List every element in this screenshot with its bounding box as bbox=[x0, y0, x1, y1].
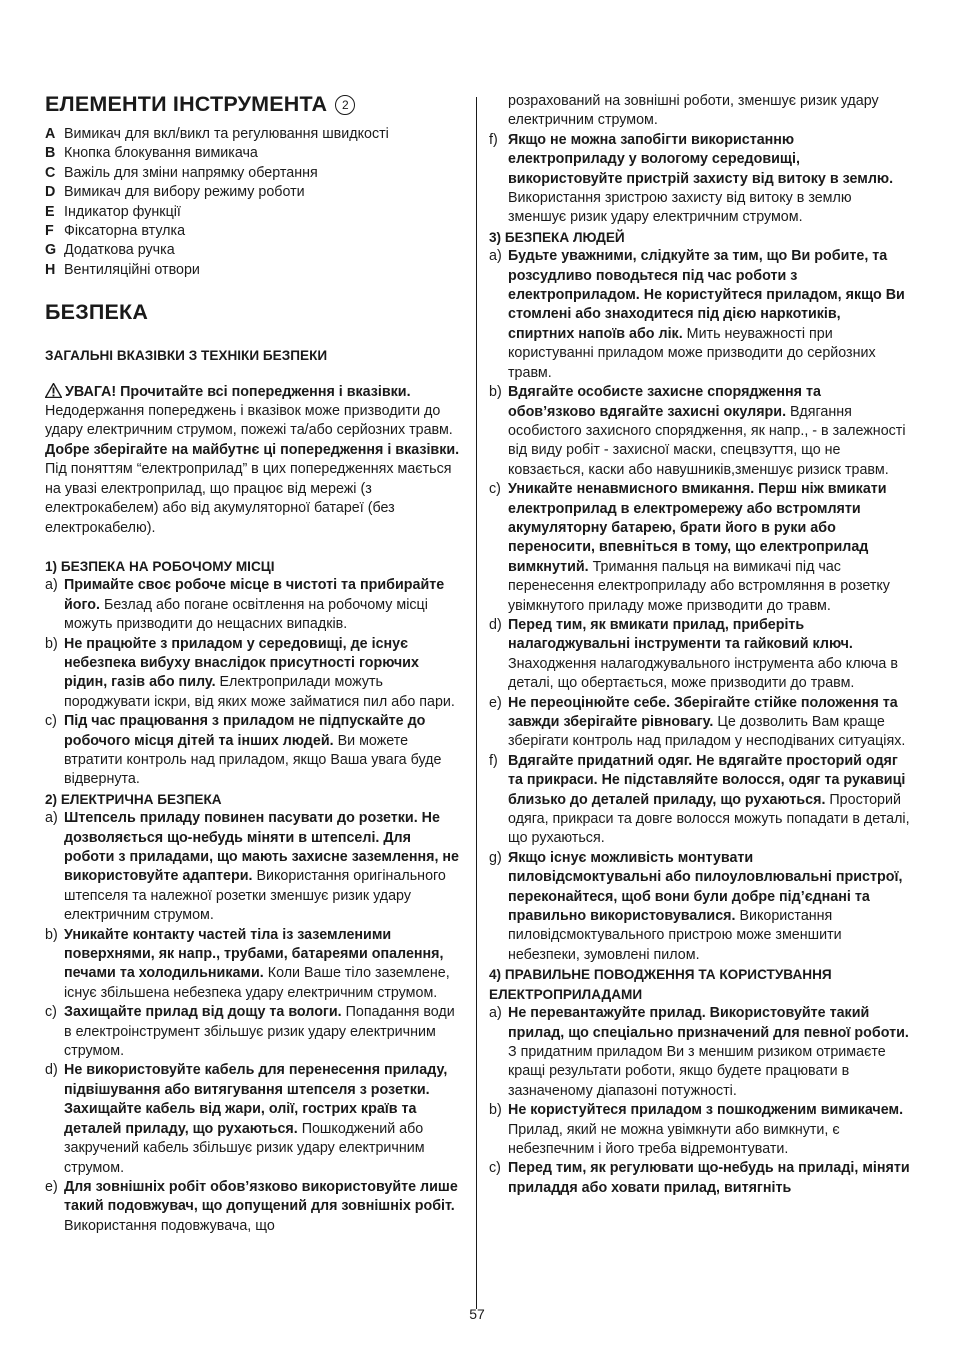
item-plain-text: Це дозволить Вам краще зберігати контроль над приладом у несподіваних ситуаціях. bbox=[508, 714, 906, 750]
item-letter: c) bbox=[489, 481, 501, 498]
item-plain-text: Використання зристрою захисту від витоку в землю зменшує ризик удару електричним струмом. bbox=[508, 190, 852, 226]
item-letter: d) bbox=[45, 1062, 58, 1079]
part-item bbox=[45, 261, 463, 280]
item-plain-text: Безлад або погане освітлення на робочому місці можуть призводити до нещасних випадків. bbox=[64, 596, 428, 633]
item-plain-text: Використання пиловідсмоктувального пристрою може зменшити небезпеки, зумовлені пилом. bbox=[508, 908, 842, 963]
item-plain-text: розрахований на зовнішні роботи, зменшує ризик удару електричним струмом. bbox=[508, 93, 879, 129]
general-warning bbox=[45, 383, 463, 538]
item-letter: b) bbox=[489, 384, 502, 401]
item-text bbox=[508, 849, 910, 965]
item-letter: a) bbox=[45, 810, 58, 827]
item-plain-text: Ви можете втратити контроль над приладом, якщо Ваша увага буде відвернута. bbox=[64, 732, 442, 788]
item-letter: c) bbox=[489, 1160, 501, 1177]
item-letter: a) bbox=[45, 577, 58, 594]
item-letter: a) bbox=[489, 248, 502, 265]
item-plain-text: Просторий одяга, прикраси та довге волосся можуть попадати в деталі, що рухаються. bbox=[508, 791, 910, 847]
item-text bbox=[508, 1004, 910, 1101]
item-plain-text: Використання подовжувача, що bbox=[64, 1217, 275, 1234]
safety-item bbox=[489, 480, 910, 616]
item-bold-text: Для зовнішніх робіт обов’язково використовуйте лише такий подовжувач, що допущений для зовнішніх робіт. bbox=[64, 1178, 458, 1215]
components-heading bbox=[45, 91, 463, 117]
part-key: H bbox=[45, 261, 56, 278]
left-column bbox=[45, 0, 463, 1236]
section-4-heading: 4) ПРАВИЛЬНЕ ПОВОДЖЕННЯ ТА КОРИСТУВАННЯ ЕЛЕКТРОПРИЛАДАМИ bbox=[489, 967, 832, 1002]
item-letter: c) bbox=[45, 713, 57, 730]
section-1-heading: 1) БЕЗПЕКА НА РОБОЧОМУ МІСЦІ bbox=[45, 558, 275, 574]
part-key: A bbox=[45, 126, 56, 142]
part-item bbox=[45, 203, 463, 222]
item-bold-text: Не використовуйте кабель для перенесення приладу, підвішування або витягування штепселя з розетки. Захищайте кабель від жари, олії, гострих країв та деталей приладу, що рухаються. bbox=[64, 1062, 448, 1137]
warning-bold-2: Добре зберігайте на майбутнє ці попередження і вказівки. bbox=[45, 441, 460, 458]
item-text bbox=[64, 576, 463, 634]
part-item bbox=[45, 241, 463, 260]
item-text bbox=[508, 383, 910, 480]
item-bold-text: Вдягайте особисте захисне спорядження та обов’язково вдягайте захисні окуляри. bbox=[508, 384, 821, 420]
safety-item bbox=[489, 752, 910, 849]
item-text bbox=[64, 1061, 463, 1177]
section-2-heading: 2) ЕЛЕКТРИЧНА БЕЗПЕКА bbox=[45, 791, 222, 807]
item-letter: f) bbox=[489, 131, 498, 148]
part-label: Додаткова ручка bbox=[64, 242, 175, 259]
item-bold-text: Під час працювання з приладом не підпускайте до робочого місця дітей та інших людей. bbox=[64, 713, 426, 749]
item-letter: f) bbox=[489, 752, 498, 769]
item-text bbox=[64, 809, 463, 925]
item-plain-text: Вдягання особистого захисного спорядження, як напр., - в залежності від виду робіт - захисної маски, спецвзуття, що не ковзається, каски або навушників,зменшує ризиск травм. bbox=[508, 403, 906, 478]
item-plain-text: Використання оригінального штепселя та належної розетки зменшує ризик удару електричним струмом. bbox=[64, 868, 446, 924]
part-item bbox=[45, 183, 463, 202]
item-text bbox=[64, 1003, 463, 1061]
item-letter: e) bbox=[45, 1178, 58, 1195]
part-label: Фіксаторна втулка bbox=[64, 223, 186, 240]
item-text bbox=[508, 1101, 910, 1159]
item-text bbox=[508, 131, 910, 228]
item-text bbox=[508, 92, 910, 131]
warning-bold-1: УВАГА! Прочитайте всі попередження і вказівки. bbox=[65, 383, 411, 400]
safety-item bbox=[489, 131, 910, 228]
item-text bbox=[508, 480, 910, 616]
general-safety-heading: ЗАГАЛЬНІ ВКАЗІВКИ З ТЕХНІКИ БЕЗПЕКИ bbox=[45, 348, 328, 364]
item-bold-text: Якщо не можна запобігти використанню електроприладу у вологому середовищі, використовуйте пристрій захисту від витоку в землю. bbox=[508, 131, 894, 187]
part-item bbox=[45, 222, 463, 241]
safety-item bbox=[489, 1159, 910, 1198]
part-key: D bbox=[45, 184, 56, 201]
part-key: B bbox=[45, 145, 56, 162]
section-3-heading: 3) БЕЗПЕКА ЛЮДЕЙ bbox=[489, 229, 625, 245]
item-text bbox=[64, 635, 463, 713]
item-bold-text: Не працюйте з приладом у середовищі, де існує небезпека вибуху внаслідок присутності горючих рідин, газів або пилу. bbox=[64, 635, 419, 691]
part-label: Вентиляційні отвори bbox=[64, 261, 200, 278]
item-text bbox=[64, 712, 463, 790]
item-letter: b) bbox=[45, 635, 58, 652]
safety-item bbox=[489, 1101, 910, 1159]
part-label: Вимикач для вибору режиму роботи bbox=[64, 184, 305, 201]
item-text bbox=[508, 694, 910, 752]
part-item bbox=[45, 164, 463, 183]
item-bold-text: Не переоцінюйте себе. Зберігайте стійке положення та завжди зберігайте рівновагу. bbox=[508, 694, 898, 730]
item-plain-text: Електроприлади можуть породжувати іскри, від яких може займатися пил або пари. bbox=[64, 674, 455, 710]
item-bold-text: Вдягайте придатний одяг. Не вдягайте просторий одяг та прикраси. Не підставляйте волосся, одяг та рукавиці близько до деталей приладу, що рухаються. bbox=[508, 752, 906, 808]
parts-list bbox=[45, 125, 463, 280]
item-bold-text: Перед тим, як вмикати прилад, приберіть налагоджувальні інструменти та гайковий ключ. bbox=[508, 616, 853, 653]
item-bold-text: Захищайте прилад від дощу та вологи. bbox=[64, 1004, 342, 1021]
item-text bbox=[508, 247, 910, 383]
item-bold-text: Не перевантажуйте прилад. Використовуйте такий прилад, що спеціально призначений для певної роботи. bbox=[508, 1005, 909, 1041]
figure-ref-badge: 2 bbox=[335, 95, 355, 115]
item-bold-text: Примайте своє робоче місце в чистоті та прибирайте його. bbox=[64, 577, 445, 613]
column-divider bbox=[476, 97, 477, 1309]
item-letter bbox=[489, 92, 508, 131]
item-bold-text: Уникайте ненавмисного вмикання. Перш ніж вмикати електроприлад в електромережу або встромляти акумуляторну батарею, брати його в руки або переносити, впевніться в тому, що електроприлад вимкнутий. bbox=[508, 481, 887, 575]
section-3-list bbox=[489, 247, 910, 965]
item-text bbox=[64, 926, 463, 1004]
safety-item bbox=[45, 1178, 463, 1236]
item-plain-text: Знаходження налагоджувального інструмента або ключа в деталі, що обертається, може призводити до травм. bbox=[508, 655, 898, 692]
item-letter: d) bbox=[489, 616, 502, 633]
safety-item bbox=[489, 1004, 910, 1101]
safety-item bbox=[489, 247, 910, 383]
item-letter: b) bbox=[45, 926, 58, 943]
section-2-continued-list bbox=[489, 92, 910, 228]
item-bold-text: Будьте уважними, слідкуйте за тим, що Ви робите, та розсудливо поводьтеся під час роботи з електроприладом. Не користуйтеся приладом, якщо Ви стомлені або знаходитеся під дією наркотиків, спиртних напоїв або лік. bbox=[508, 248, 905, 342]
part-label: Кнопка блокування вимикача bbox=[64, 145, 258, 162]
item-bold-text: Штепсель приладу повинен пасувати до розетки. Не дозволяється що-небудь міняти в штепселі. Для роботи з приладами, що мають захисне заземлення, не використовуйте адаптери. bbox=[64, 810, 459, 885]
safety-heading: БЕЗПЕКА bbox=[45, 300, 149, 325]
item-letter: g) bbox=[489, 849, 502, 866]
part-item bbox=[45, 144, 463, 163]
warning-icon bbox=[45, 383, 62, 398]
item-letter: c) bbox=[45, 1004, 57, 1021]
safety-item bbox=[489, 849, 910, 965]
item-plain-text: Пошкоджений або закручений кабель збільшує ризик удару електричним струмом. bbox=[64, 1120, 425, 1176]
item-bold-text: Не користуйтеся приладом з пошкодженим вимикачем. bbox=[508, 1102, 904, 1119]
safety-item bbox=[489, 92, 910, 131]
item-plain-text: З придатним приладом Ви з меншим ризиком отримаєте кращі результати роботи, якщо будете працювати в зазначеному діапазоні потужності. bbox=[508, 1043, 886, 1099]
safety-item bbox=[489, 383, 910, 480]
item-letter: e) bbox=[489, 694, 502, 711]
item-plain-text: Мить неуважності при користуванні приладом може призводити до серйозних травм. bbox=[508, 325, 876, 381]
item-plain-text: Тримання пальця на вимикачі під час перенесення електроприладу або встромляння в розетку увімкнутого приладу може призводити до травм. bbox=[508, 558, 890, 614]
safety-item bbox=[45, 1061, 463, 1177]
right-column bbox=[489, 0, 910, 1198]
part-key: C bbox=[45, 164, 56, 181]
item-plain-text: Коли Ваше тіло заземлене, існує збільшена небезпека удару електричним струмом. bbox=[64, 965, 450, 1001]
item-text bbox=[508, 752, 910, 849]
safety-item bbox=[489, 616, 910, 694]
page-number: 57 bbox=[469, 1306, 485, 1322]
section-4-list bbox=[489, 1004, 910, 1198]
item-letter: a) bbox=[489, 1005, 502, 1022]
safety-item bbox=[45, 1003, 463, 1061]
safety-item bbox=[45, 712, 463, 790]
warning-text-2: Під поняттям “електроприлад” в цих попередженнях мається на увазі електроприлад, що працює від мережі (з електрокабелем) або від акумуляторної батареї (без електрокабелю). bbox=[45, 461, 452, 536]
warning-text-1: Недодержання попереджень і вказівок може призводити до удару електричним струмом, пожежі та/або серйозних травм. bbox=[45, 403, 453, 439]
part-item bbox=[45, 125, 463, 144]
item-bold-text: Якщо існує можливість монтувати пиловідсмоктувальні або пилоуловлювальні пристрої, переконайтеся, щоб вони були добре під’єднані та правильно використовувалися. bbox=[508, 849, 903, 925]
item-text bbox=[508, 1159, 910, 1198]
safety-item bbox=[45, 809, 463, 925]
section-1-list bbox=[45, 576, 463, 789]
part-label: Індикатор функції bbox=[64, 203, 181, 220]
safety-item bbox=[45, 635, 463, 713]
item-bold-text: Перед тим, як регулювати що-небудь на приладі, міняти приладдя або ховати прилад, витягніть bbox=[508, 1160, 910, 1196]
section-2-list bbox=[45, 809, 463, 1236]
item-letter: b) bbox=[489, 1102, 502, 1119]
part-key: G bbox=[45, 242, 57, 259]
safety-item bbox=[45, 576, 463, 634]
part-label: Вимикач для вкл/викл та регулювання швидкості bbox=[64, 126, 389, 142]
item-bold-text: Уникайте контакту частей тіла із заземленими поверхнями, як напр., трубами, батареями опалення, печами та холодильниками. bbox=[64, 926, 444, 982]
item-text bbox=[64, 1178, 463, 1236]
item-plain-text: Попадання води в електроінструмент збільшує ризик удару електричним струмом. bbox=[64, 1004, 455, 1060]
safety-item bbox=[45, 926, 463, 1004]
item-plain-text: Прилад, який не можна увімкнути або вимкнути, є небезпечним і його треба відремонтувати. bbox=[508, 1121, 840, 1157]
item-text bbox=[508, 616, 910, 694]
part-key: F bbox=[45, 223, 54, 240]
safety-item bbox=[489, 694, 910, 752]
part-key: E bbox=[45, 203, 55, 220]
part-label: Важіль для зміни напрямку обертання bbox=[64, 164, 318, 181]
components-title: ЕЛЕМЕНТИ ІНСТРУМЕНТА bbox=[45, 92, 328, 116]
